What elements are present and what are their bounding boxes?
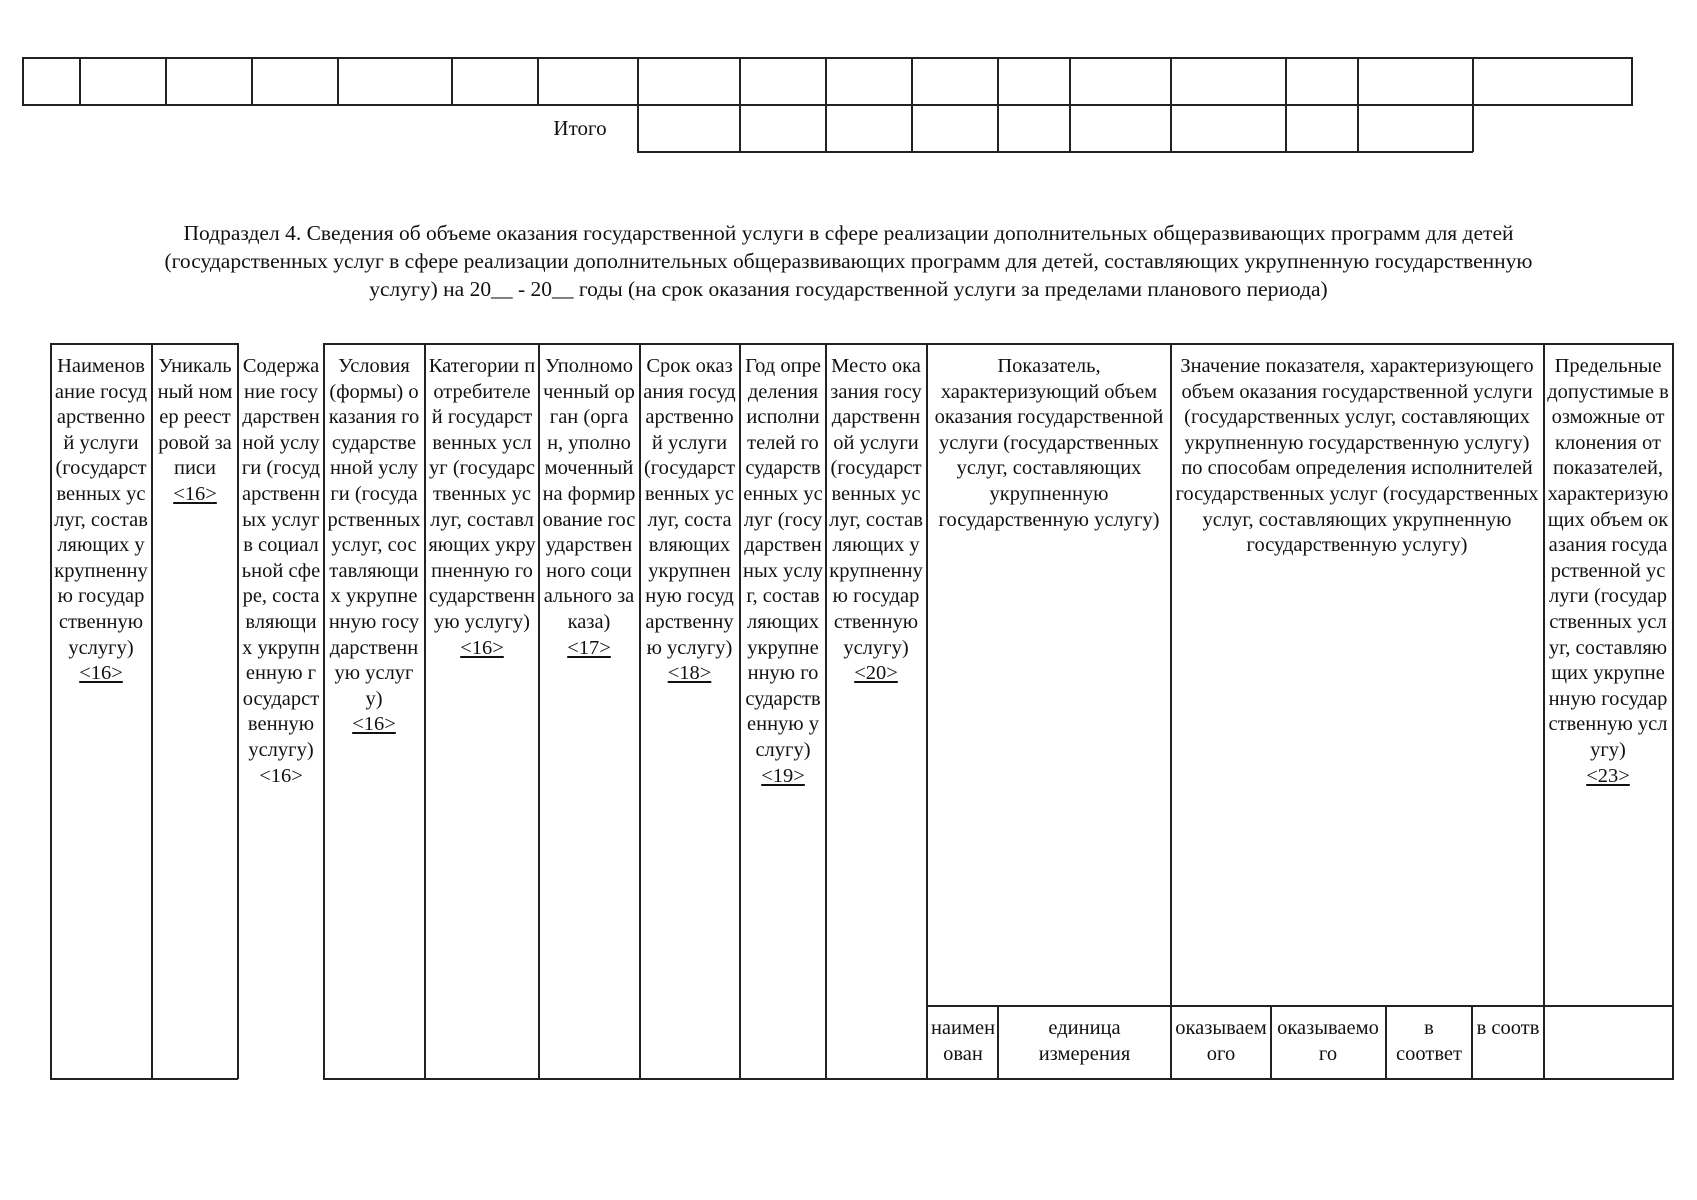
col-service-name: Наименование государственной услуги (государственных услуг, составляющих укрупненную государственную услугу) <16> xyxy=(54,355,148,685)
subcol-value-2: оказываемого xyxy=(1277,1017,1379,1065)
col-service-place: Место оказания государственной услуги (государственных услуг, составляющих укрупненную государственную услугу) <20> xyxy=(829,355,923,685)
subsection-heading-line1: Подраздел 4. Сведения об объеме оказания государственной услуги в сфере реализации дополнительных общеразвивающих программ для детей xyxy=(183,221,1514,245)
subsection-heading-line2: (государственных услуг в сфере реализации дополнительных общеразвивающих программ для детей, составляющих укрупненную государственную xyxy=(164,249,1533,273)
col-indicator-value-group: Значение показателя, характеризующего объем оказания государственной услуги (государственных услуг, составляющих укрупненную государственную услугу) по способам определения исполнителей государственных услуг (государственных услуг, составляющих укрупненную государственную услугу) xyxy=(1175,355,1539,557)
col-indicator-group: Показатель, характеризующий объем оказания государственной услуги (государственных услуг, составляющих укрупненную государственную услугу) xyxy=(934,355,1164,531)
col-authorized-body: Уполномоченный орган (орган, уполномоченный на формирование государственного социального заказа) <17> xyxy=(542,355,636,659)
col-service-content: Содержание государственной услуги (государственных услуг в социальной сфере, составляющих укрупненную государственную услугу) <16> xyxy=(241,355,321,787)
subcol-value-4: в соотв xyxy=(1476,1017,1540,1039)
col-registry-number: Уникальный номер реестровой записи <16> xyxy=(157,355,233,505)
subcol-value-3: в соответ xyxy=(1396,1017,1462,1065)
subsection-heading xyxy=(0,219,1697,303)
subcol-value-1: оказываемого xyxy=(1175,1017,1267,1065)
total-label: Итого xyxy=(553,116,607,140)
col-deviation: Предельные допустимые возможные отклонения от показателей, характеризующих объем оказания государственной услуги (государственных услуг, составляющих укрупненную государственную услугу) <23> xyxy=(1547,355,1669,787)
col-year-determination: Год определения исполнителей государственных услуг (государственных услуг, составляющих укрупненную государственную услугу) <19> xyxy=(743,355,823,787)
col-conditions: Условия (формы) оказания государственной услуги (государственных услуг, составляющих укрупненную государственную услугу) <16> xyxy=(327,355,421,736)
subcol-unit: единица измерения xyxy=(1038,1017,1131,1065)
subsection-heading-line3: услугу) на 20__ - 20__ годы (на срок оказания государственной услуги за пределами планового периода) xyxy=(369,277,1328,301)
col-consumer-categories: Категории потребителей государственных услуг (государственных услуг, составляющих укрупненную государственную услугу) <16> xyxy=(428,355,536,659)
subcol-indicator-name: наименован xyxy=(930,1017,996,1065)
col-service-term: Срок оказания государственной услуги (государственных услуг, составляющих укрупненную государственную услугу) <18> xyxy=(643,355,736,685)
